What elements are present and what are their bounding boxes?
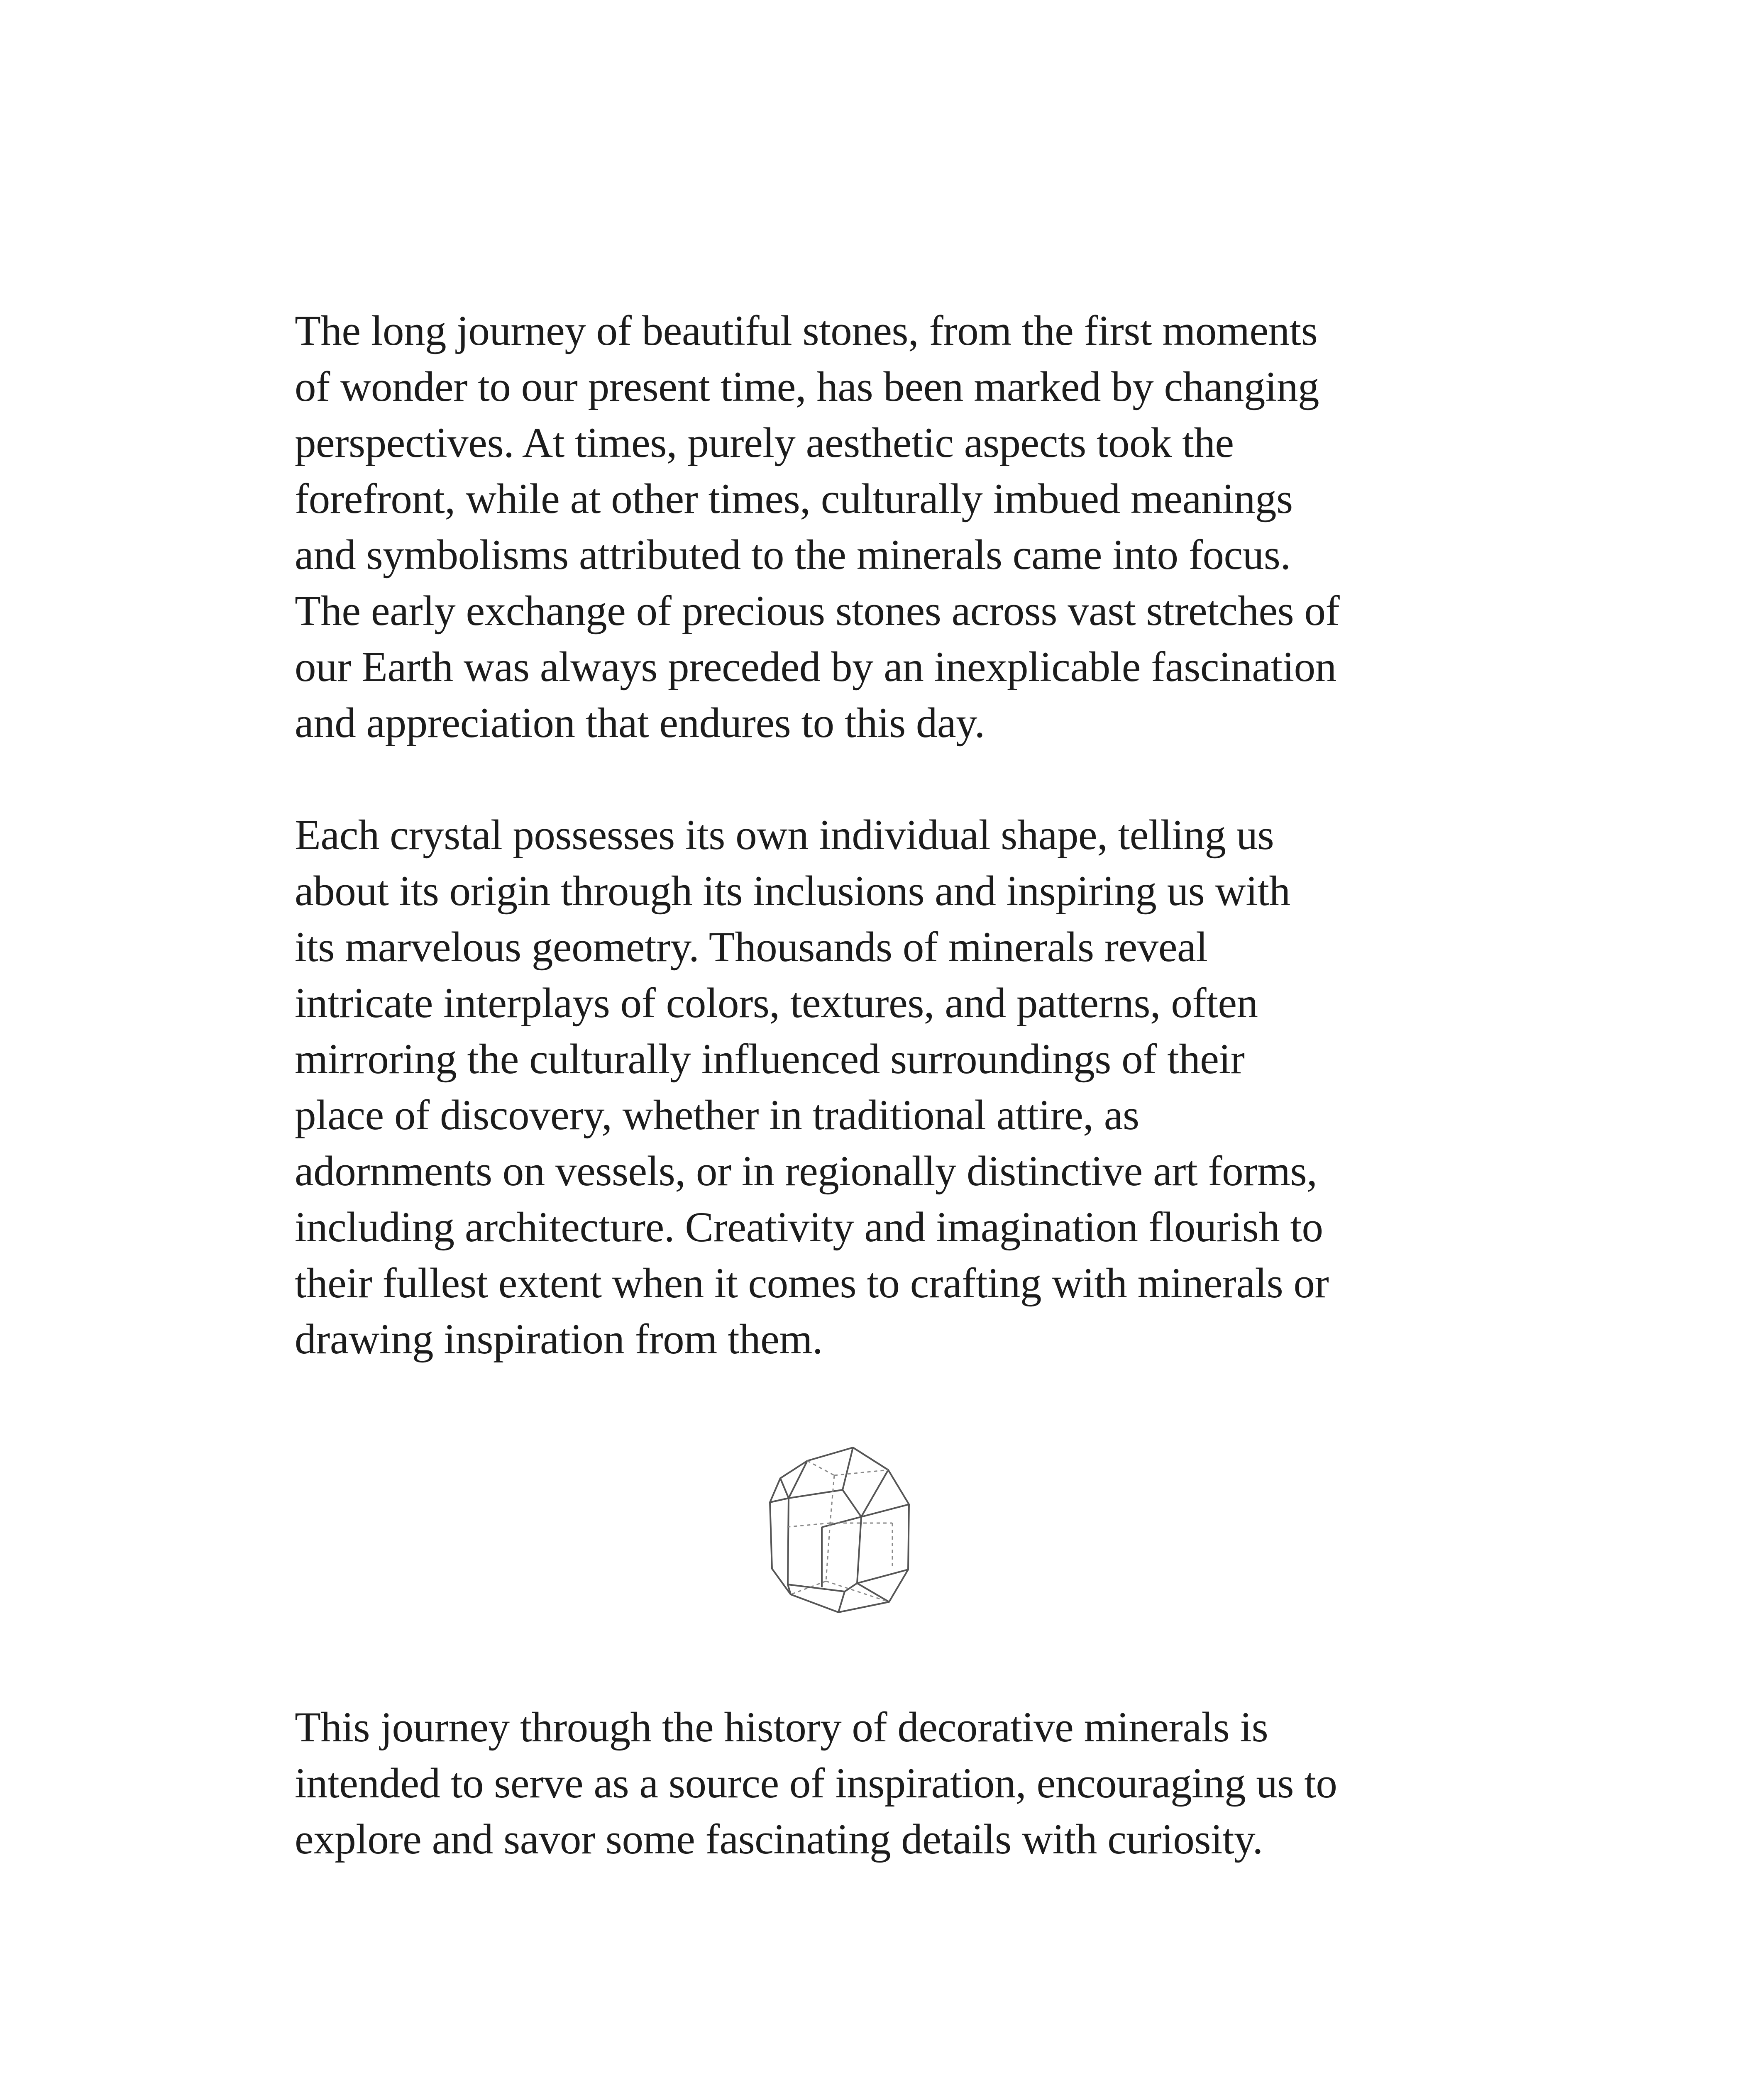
paragraph-line: place of discovery, whether in traditional attire, as: [295, 1091, 1139, 1139]
paragraph-3: [295, 1699, 1415, 1868]
paragraph-line: forefront, while at other times, culturally imbued meanings: [295, 475, 1293, 522]
paragraph-line: perspectives. At times, purely aesthetic aspects took the: [295, 419, 1234, 466]
paragraph-line: drawing inspiration from them.: [295, 1316, 823, 1363]
paragraph-line: and appreciation that endures to this day.: [295, 699, 985, 747]
paragraph-line: their fullest extent when it comes to crafting with minerals or: [295, 1260, 1329, 1307]
paragraph-line: intended to serve as a source of inspiration, encouraging us to: [295, 1760, 1337, 1807]
paragraph-2: [295, 807, 1415, 1367]
paragraph-line: The long journey of beautiful stones, from the first moments: [295, 307, 1318, 354]
paragraph-line: about its origin through its inclusions and inspiring us with: [295, 867, 1290, 915]
paragraph-line: This journey through the history of decorative minerals is: [295, 1704, 1268, 1751]
crystal-icon: [768, 1444, 917, 1623]
paragraph-line: The early exchange of precious stones across vast stretches of: [295, 587, 1340, 635]
paragraph-1: [295, 303, 1415, 751]
paragraph-line: adornments on vessels, or in regionally distinctive art forms,: [295, 1147, 1317, 1195]
paragraph-line: its marvelous geometry. Thousands of minerals reveal: [295, 923, 1208, 971]
paragraph-line: our Earth was always preceded by an inexplicable fascination: [295, 643, 1336, 691]
paragraph-line: explore and savor some fascinating details with curiosity.: [295, 1816, 1263, 1863]
paragraph-line: Each crystal possesses its own individual shape, telling us: [295, 811, 1274, 859]
paragraph-line: including architecture. Creativity and imagination flourish to: [295, 1204, 1323, 1251]
paragraph-line: mirroring the culturally influenced surroundings of their: [295, 1035, 1245, 1083]
paragraph-line: intricate interplays of colors, textures, and patterns, often: [295, 979, 1258, 1027]
paragraph-line: of wonder to our present time, has been marked by changing: [295, 363, 1319, 410]
paragraph-line: and symbolisms attributed to the minerals came into focus.: [295, 531, 1291, 579]
